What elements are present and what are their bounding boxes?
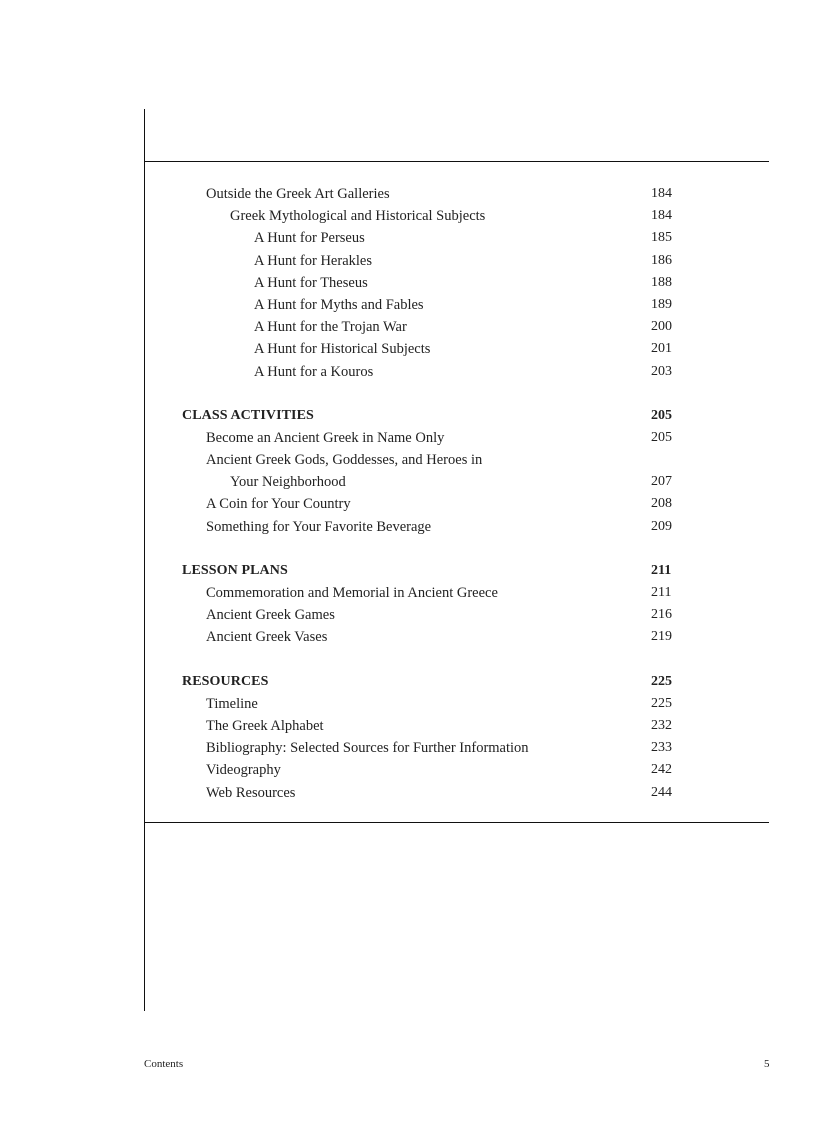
toc-entry-page: 201 xyxy=(651,341,672,357)
toc-section-heading[interactable] xyxy=(0,671,816,693)
bottom-horizontal-rule xyxy=(144,822,769,823)
toc-entry-title: A Hunt for a Kouros xyxy=(254,363,374,380)
toc-entry[interactable] xyxy=(0,626,816,648)
toc-entry-title: A Hunt for the Trojan War xyxy=(254,319,407,336)
toc-entry[interactable] xyxy=(0,737,816,759)
section-spacer xyxy=(0,649,816,671)
toc-entry-title: Timeline xyxy=(206,695,258,712)
toc-entry-page: 216 xyxy=(651,607,672,623)
toc-entry[interactable] xyxy=(0,250,816,272)
toc-entry-page: 233 xyxy=(651,740,672,756)
toc-entry-title: A Coin for Your Country xyxy=(206,496,351,513)
toc-entry[interactable] xyxy=(0,227,816,249)
toc-entry-title: A Hunt for Historical Subjects xyxy=(254,341,431,358)
toc-entry-title: Web Resources xyxy=(206,784,296,801)
section-page: 205 xyxy=(651,407,672,423)
running-footer-section: Contents xyxy=(144,1058,184,1070)
table-of-contents xyxy=(0,183,816,804)
toc-entry-page: 219 xyxy=(651,629,672,645)
section-title: RESOURCES xyxy=(182,673,269,689)
toc-entry[interactable] xyxy=(0,361,816,383)
toc-entry-title: A Hunt for Herakles xyxy=(254,252,372,269)
toc-entry[interactable] xyxy=(0,493,816,515)
section-title: CLASS ACTIVITIES xyxy=(182,407,314,423)
toc-entry-page: 209 xyxy=(651,518,672,534)
toc-entry[interactable] xyxy=(0,782,816,804)
toc-entry-title: Your Neighborhood xyxy=(230,474,346,491)
toc-entry-title: Greek Mythological and Historical Subjects xyxy=(230,208,486,225)
toc-entry-page: 186 xyxy=(651,252,672,268)
toc-entry-title: Become an Ancient Greek in Name Only xyxy=(206,429,445,446)
toc-section-heading[interactable] xyxy=(0,405,816,427)
toc-entry-page: 232 xyxy=(651,717,672,733)
toc-entry[interactable] xyxy=(0,693,816,715)
toc-entry-page: 208 xyxy=(651,496,672,512)
toc-entry-title: The Greek Alphabet xyxy=(206,717,324,734)
toc-entry-page: 242 xyxy=(651,762,672,778)
section-spacer xyxy=(0,383,816,405)
toc-entry-page: 189 xyxy=(651,296,672,312)
toc-entry[interactable] xyxy=(0,516,816,538)
toc-entry-page: 207 xyxy=(651,474,672,490)
toc-entry-title: Ancient Greek Games xyxy=(206,607,335,624)
toc-entry-title: A Hunt for Myths and Fables xyxy=(254,296,424,313)
toc-entry-page: 244 xyxy=(651,784,672,800)
toc-entry[interactable] xyxy=(0,316,816,338)
toc-entry-page: 184 xyxy=(651,208,672,224)
toc-entry-continuation[interactable] xyxy=(0,471,816,493)
toc-entry-title: Videography xyxy=(206,762,281,779)
toc-entry-title: Commemoration and Memorial in Ancient Greece xyxy=(206,585,498,601)
section-page: 225 xyxy=(651,673,672,689)
toc-entry-title: Outside the Greek Art Galleries xyxy=(206,186,390,202)
toc-entry-page: 184 xyxy=(651,186,672,201)
toc-entry[interactable] xyxy=(0,715,816,737)
toc-entry[interactable] xyxy=(0,294,816,316)
toc-entry-page: 205 xyxy=(651,429,672,445)
top-horizontal-rule xyxy=(144,161,769,162)
toc-entry-title: Bibliography: Selected Sources for Further Information xyxy=(206,740,529,757)
toc-entry[interactable] xyxy=(0,205,816,227)
page-number: 5 xyxy=(764,1058,770,1070)
toc-entry-page: 188 xyxy=(651,274,672,290)
toc-entry-title: Ancient Greek Gods, Goddesses, and Heroes in xyxy=(206,452,483,469)
toc-entry-page: 185 xyxy=(651,230,672,246)
toc-section-heading[interactable] xyxy=(0,560,816,582)
section-title: LESSON PLANS xyxy=(182,562,288,578)
toc-entry[interactable] xyxy=(0,582,816,604)
toc-entry-page: 200 xyxy=(651,319,672,335)
toc-entry[interactable] xyxy=(0,759,816,781)
toc-entry-title: A Hunt for Theseus xyxy=(254,274,368,291)
toc-entry[interactable] xyxy=(0,272,816,294)
toc-entry[interactable] xyxy=(0,338,816,360)
toc-entry[interactable] xyxy=(0,449,816,471)
section-page: 211 xyxy=(651,562,672,578)
section-spacer xyxy=(0,538,816,560)
toc-entry[interactable] xyxy=(0,427,816,449)
toc-entry-page: 225 xyxy=(651,695,672,711)
toc-entry-title: Ancient Greek Vases xyxy=(206,629,328,646)
toc-entry-page: 211 xyxy=(651,585,672,600)
toc-entry[interactable] xyxy=(0,183,816,205)
toc-entry-title: A Hunt for Perseus xyxy=(254,230,365,247)
toc-entry-page: 203 xyxy=(651,363,672,379)
toc-entry[interactable] xyxy=(0,604,816,626)
toc-entry-title: Something for Your Favorite Beverage xyxy=(206,518,432,535)
